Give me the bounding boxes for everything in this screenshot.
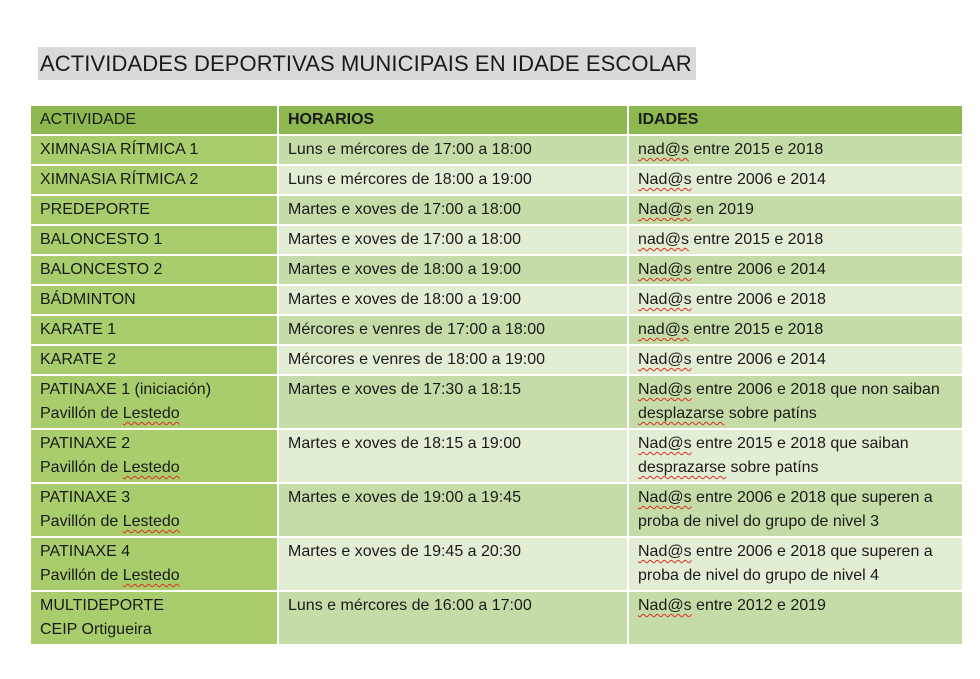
ages-rest: entre 2015 e 2018 bbox=[688, 321, 824, 338]
ages-prefix: Nad@s bbox=[638, 543, 692, 560]
schedule-cell bbox=[278, 195, 628, 225]
activity-cell bbox=[30, 165, 278, 195]
ages-rest: entre 2006 e 2018 que non saiban desplazarse sobre patíns bbox=[638, 381, 940, 422]
activity-cell bbox=[30, 537, 278, 591]
ages-cell bbox=[628, 255, 963, 285]
schedule-text: Luns e mércores de 17:00 a 18:00 bbox=[288, 141, 532, 158]
schedule-cell bbox=[278, 591, 628, 645]
ages-prefix: Nad@s bbox=[638, 351, 692, 368]
activity-cell bbox=[30, 429, 278, 483]
header-idades: IDADES bbox=[628, 105, 963, 135]
activity-place: Pavillón de Lestedo bbox=[40, 405, 180, 422]
table-row bbox=[30, 165, 963, 195]
schedule-text: Luns e mércores de 16:00 a 17:00 bbox=[288, 597, 532, 614]
ages-cell bbox=[628, 429, 963, 483]
schedule-text: Mércores e venres de 18:00 a 19:00 bbox=[288, 351, 546, 368]
ages-cell bbox=[628, 375, 963, 429]
header-actividade: ACTIVIDADE bbox=[30, 105, 278, 135]
activity-name: XIMNASIA RÍTMICA 2 bbox=[40, 171, 199, 188]
header-row bbox=[30, 105, 963, 135]
ages-text bbox=[638, 288, 953, 312]
schedule-text: Martes e xoves de 17:00 a 18:00 bbox=[288, 231, 522, 248]
ages-text bbox=[638, 378, 953, 426]
activity-name: BALONCESTO 1 bbox=[40, 231, 163, 248]
schedule-cell bbox=[278, 255, 628, 285]
table-row bbox=[30, 195, 963, 225]
schedule-cell bbox=[278, 135, 628, 165]
schedule-cell bbox=[278, 315, 628, 345]
ages-prefix: Nad@s bbox=[638, 171, 692, 188]
schedule-text: Mércores e venres de 17:00 a 18:00 bbox=[288, 321, 546, 338]
schedule-cell bbox=[278, 375, 628, 429]
document-title: ACTIVIDADES DEPORTIVAS MUNICIPAIS EN IDADE ESCOLAR bbox=[38, 47, 696, 80]
ages-prefix: Nad@s bbox=[638, 597, 692, 614]
activity-name: KARATE 1 bbox=[40, 321, 117, 338]
schedule-text: Martes e xoves de 18:00 a 19:00 bbox=[288, 291, 522, 308]
schedule-cell bbox=[278, 483, 628, 537]
ages-rest: entre 2006 e 2018 que superen a proba de nivel do grupo de nivel 4 bbox=[638, 543, 933, 584]
ages-rest: en 2019 bbox=[691, 201, 754, 218]
ages-text bbox=[638, 168, 953, 192]
ages-prefix: Nad@s bbox=[638, 261, 692, 278]
ages-rest: entre 2006 e 2014 bbox=[691, 171, 826, 188]
schedule-text: Luns e mércores de 18:00 a 19:00 bbox=[288, 171, 532, 188]
schedule-text: Martes e xoves de 17:30 a 18:15 bbox=[288, 381, 522, 398]
ages-cell bbox=[628, 225, 963, 255]
ages-rest: entre 2006 e 2014 bbox=[691, 351, 826, 368]
ages-text bbox=[638, 138, 953, 162]
activity-place: Pavillón de Lestedo bbox=[40, 459, 180, 476]
ages-rest: entre 2015 e 2018 bbox=[688, 231, 824, 248]
header-horarios: HORARIOS bbox=[278, 105, 628, 135]
activity-place: CEIP Ortigueira bbox=[40, 621, 152, 638]
activity-cell bbox=[30, 135, 278, 165]
schedule-text: Martes e xoves de 17:00 a 18:00 bbox=[288, 201, 522, 218]
activity-name: PREDEPORTE bbox=[40, 201, 150, 218]
ages-rest: entre 2012 e 2019 bbox=[691, 597, 826, 614]
ages-rest: entre 2015 e 2018 bbox=[688, 141, 824, 158]
activity-name: KARATE 2 bbox=[40, 351, 117, 368]
ages-text bbox=[638, 318, 953, 342]
ages-prefix: nad@s bbox=[638, 141, 689, 158]
ages-text bbox=[638, 198, 953, 222]
schedule-cell bbox=[278, 165, 628, 195]
schedule-cell bbox=[278, 537, 628, 591]
activity-cell bbox=[30, 345, 278, 375]
ages-rest: entre 2015 e 2018 que saiban desprazarse sobre patíns bbox=[638, 435, 909, 476]
ages-rest: entre 2006 e 2018 bbox=[691, 291, 826, 308]
ages-text bbox=[638, 228, 953, 252]
activity-name: MULTIDEPORTE bbox=[40, 597, 164, 614]
ages-prefix: Nad@s bbox=[638, 435, 692, 452]
ages-prefix: Nad@s bbox=[638, 201, 692, 218]
ages-cell bbox=[628, 135, 963, 165]
table-row bbox=[30, 591, 963, 645]
table-header bbox=[30, 105, 963, 135]
table-row bbox=[30, 315, 963, 345]
ages-prefix: nad@s bbox=[638, 231, 689, 248]
activity-place: Pavillón de Lestedo bbox=[40, 567, 180, 584]
ages-text bbox=[638, 486, 953, 534]
activity-name: PATINAXE 2 bbox=[40, 435, 131, 452]
schedule-cell bbox=[278, 225, 628, 255]
schedule-text: Martes e xoves de 18:15 a 19:00 bbox=[288, 435, 522, 452]
activity-cell bbox=[30, 285, 278, 315]
ages-text bbox=[638, 258, 953, 282]
activity-cell bbox=[30, 591, 278, 645]
activity-name: XIMNASIA RÍTMICA 1 bbox=[40, 141, 199, 158]
ages-cell bbox=[628, 591, 963, 645]
ages-text bbox=[638, 348, 953, 372]
ages-text bbox=[638, 594, 953, 618]
ages-cell bbox=[628, 315, 963, 345]
schedule-cell bbox=[278, 345, 628, 375]
activity-name: PATINAXE 4 bbox=[40, 543, 131, 560]
ages-cell bbox=[628, 537, 963, 591]
activity-cell bbox=[30, 195, 278, 225]
table-row bbox=[30, 429, 963, 483]
activity-cell bbox=[30, 225, 278, 255]
activity-cell bbox=[30, 483, 278, 537]
activity-cell bbox=[30, 375, 278, 429]
ages-prefix: Nad@s bbox=[638, 489, 692, 506]
ages-text bbox=[638, 432, 953, 480]
activity-name: BALONCESTO 2 bbox=[40, 261, 163, 278]
ages-prefix: Nad@s bbox=[638, 291, 692, 308]
ages-prefix: Nad@s bbox=[638, 381, 692, 398]
ages-rest: entre 2006 e 2014 bbox=[691, 261, 826, 278]
activity-name: PATINAXE 1 (iniciación) bbox=[40, 381, 212, 398]
ages-text bbox=[638, 540, 953, 588]
ages-cell bbox=[628, 195, 963, 225]
activity-cell bbox=[30, 315, 278, 345]
table-row bbox=[30, 225, 963, 255]
ages-cell bbox=[628, 285, 963, 315]
schedule-cell bbox=[278, 285, 628, 315]
table-row bbox=[30, 135, 963, 165]
ages-rest: entre 2006 e 2018 que superen a proba de nivel do grupo de nivel 3 bbox=[638, 489, 933, 530]
activity-place: Pavillón de Lestedo bbox=[40, 513, 180, 530]
ages-cell bbox=[628, 483, 963, 537]
schedule-cell bbox=[278, 429, 628, 483]
schedule-text: Martes e xoves de 18:00 a 19:00 bbox=[288, 261, 522, 278]
activity-cell bbox=[30, 255, 278, 285]
ages-cell bbox=[628, 165, 963, 195]
activity-name: BÁDMINTON bbox=[40, 291, 136, 308]
table-row bbox=[30, 255, 963, 285]
ages-cell bbox=[628, 345, 963, 375]
table-body bbox=[30, 135, 963, 645]
table-row bbox=[30, 345, 963, 375]
activity-name: PATINAXE 3 bbox=[40, 489, 131, 506]
activities-table bbox=[29, 104, 964, 646]
schedule-text: Martes e xoves de 19:45 a 20:30 bbox=[288, 543, 522, 560]
ages-prefix: nad@s bbox=[638, 321, 689, 338]
table-row bbox=[30, 285, 963, 315]
table-row bbox=[30, 537, 963, 591]
schedule-text: Martes e xoves de 19:00 a 19:45 bbox=[288, 489, 522, 506]
table-row bbox=[30, 375, 963, 429]
table-row bbox=[30, 483, 963, 537]
